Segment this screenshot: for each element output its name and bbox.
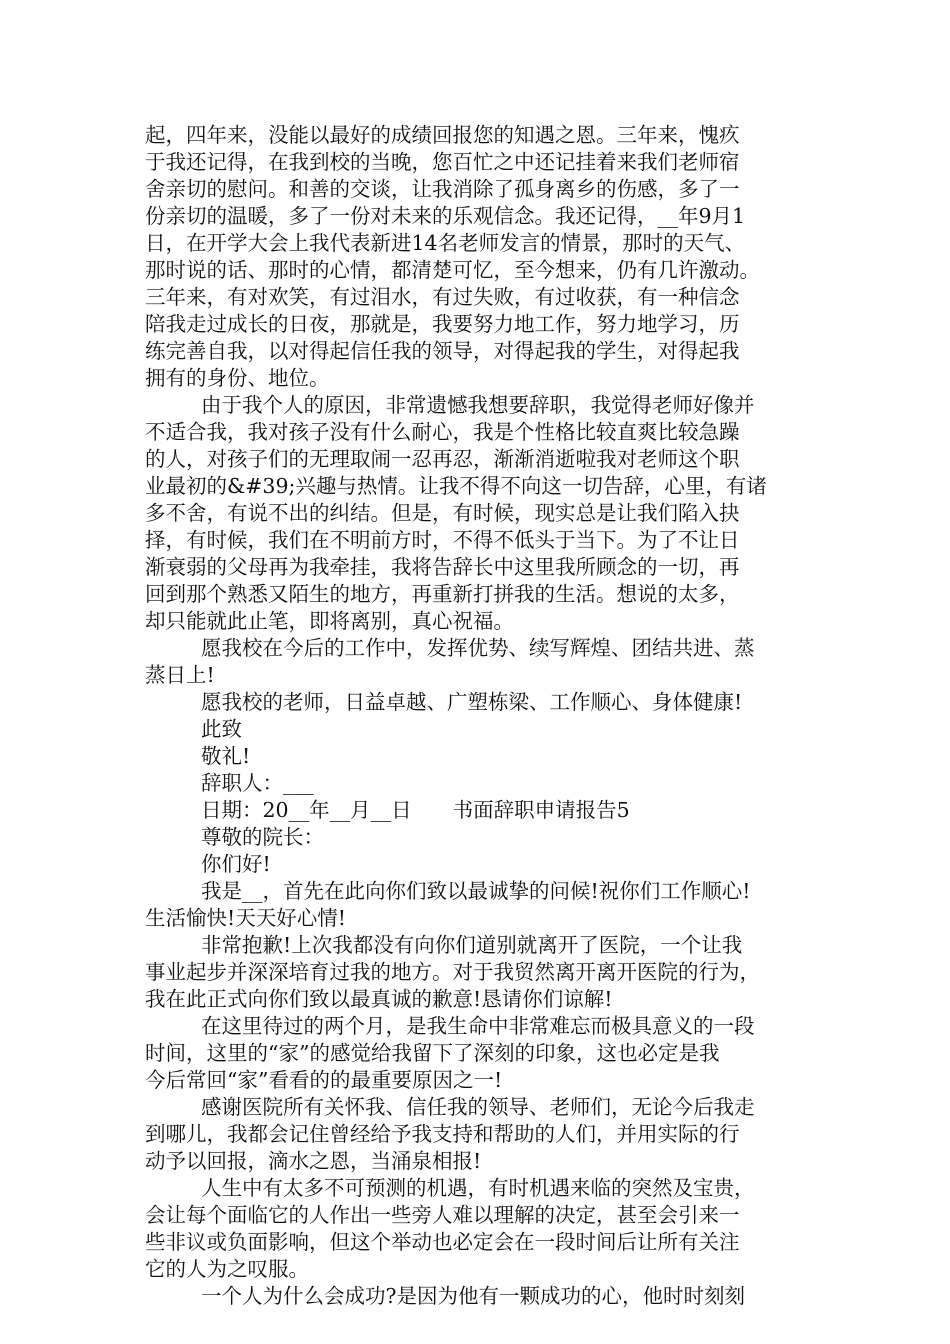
text-line: 动予以回报，滴水之恩，当涌泉相报!: [145, 1149, 482, 1173]
text-line: 今后常回“家”看看的的最重要原因之一!: [145, 1068, 503, 1092]
text-line: 蒸日上!: [145, 663, 215, 687]
text-line: 回到那个熟悉又陌生的地方，再重新打拼我的生活。想说的太多，: [145, 582, 740, 606]
text-line: 辞职人：___: [201, 771, 314, 795]
text-line: 的人，对孩子们的无理取闹一忍再忍，渐渐消逝啦我对老师这个职: [145, 447, 740, 471]
text-line: 舍亲切的慰问。和善的交谈，让我消除了孤身离乡的伤感，多了一: [145, 177, 740, 201]
text-line: 生活愉快!天天好心情!: [145, 906, 346, 930]
text-line: 日期：20__年__月__日 书面辞职申请报告5: [201, 798, 630, 822]
text-line: 在这里待过的两个月，是我生命中非常难忘而极具意义的一段: [201, 1014, 755, 1038]
text-line: 起，四年来，没能以最好的成绩回报您的知遇之恩。三年来，愧疚: [145, 123, 740, 147]
text-line: 拥有的身份、地位。: [145, 366, 330, 390]
text-line: 日，在开学大会上我代表新进14名老师发言的情景，那时的天气、: [145, 231, 746, 255]
text-line: 愿我校的老师，日益卓越、广塑栋梁、工作顺心、身体健康!: [201, 690, 743, 714]
text-line: 于我还记得，在我到校的当晚，您百忙之中还记挂着来我们老师宿: [145, 150, 740, 174]
text-line: 一个人为什么会成功?是因为他有一颗成功的心，他时时刻刻: [201, 1284, 745, 1308]
text-line: 你们好!: [201, 852, 271, 876]
text-line: 到哪儿，我都会记住曾经给予我支持和帮助的人们，并用实际的行: [145, 1122, 740, 1146]
text-line: 时间，这里的“家”的感觉给我留下了深刻的印象，这也必定是我: [145, 1041, 720, 1065]
text-line: 练完善自我，以对得起信任我的领导，对得起我的学生，对得起我: [145, 339, 740, 363]
text-line: 却只能就此止笔，即将离别，真心祝福。: [145, 609, 514, 633]
text-line: 感谢医院所有关怀我、信任我的领导、老师们，无论今后我走: [201, 1095, 755, 1119]
text-line: 择，有时候，我们在不明前方时，不得不低头于当下。为了不让日: [145, 528, 740, 552]
text-line: 敬礼!: [201, 744, 251, 768]
text-line: 愿我校在今后的工作中，发挥优势、续写辉煌、团结共进、蒸: [201, 636, 755, 660]
text-line: 三年来，有对欢笑，有过泪水，有过失败，有过收获，有一种信念: [145, 285, 740, 309]
text-line: 不适合我，我对孩子没有什么耐心，我是个性格比较直爽比较急躁: [145, 420, 740, 444]
text-line: 陪我走过成长的日夜，那就是，我要努力地工作，努力地学习，历: [145, 312, 740, 336]
text-line: 我在此正式向你们致以最真诚的歉意!恳请你们谅解!: [145, 987, 613, 1011]
document-page: [145, 122, 820, 1310]
text-line: 由于我个人的原因，非常遗憾我想要辞职，我觉得老师好像并: [201, 393, 755, 417]
text-line: 此致: [201, 717, 242, 741]
text-line: 份亲切的温暖，多了一份对未来的乐观信念。我还记得，__年9月1: [145, 204, 746, 228]
text-line: 事业起步并深深培育过我的地方。对于我贸然离开离开医院的行为，: [145, 960, 760, 984]
text-line: 渐衰弱的父母再为我牵挂，我将告辞长中这里我所顾念的一切，再: [145, 555, 740, 579]
text-line: 我是__，首先在此向你们致以最诚挚的问候!祝你们工作顺心!: [201, 879, 751, 903]
text-line: 多不舍，有说不出的纠结。但是，有时候，现实总是让我们陷入抉: [145, 501, 740, 525]
text-line: 些非议或负面影响，但这个举动也必定会在一段时间后让所有关注: [145, 1230, 740, 1254]
text-line: 它的人为之叹服。: [145, 1257, 309, 1281]
text-line: 人生中有太多不可预测的机遇，有时机遇来临的突然及宝贵，: [201, 1176, 755, 1200]
text-line: 会让每个面临它的人作出一些旁人难以理解的决定，甚至会引来一: [145, 1203, 740, 1227]
text-line: 尊敬的院长：: [201, 825, 324, 849]
text-line: 业最初的&#39;兴趣与热情。让我不得不向这一切告辞，心里，有诸: [145, 474, 767, 498]
text-line: 非常抱歉!上次我都没有向你们道别就离开了医院，一个让我: [201, 933, 743, 957]
text-line: 那时说的话、那时的心情，都清楚可忆，至今想来，仍有几许激动。: [145, 258, 760, 282]
